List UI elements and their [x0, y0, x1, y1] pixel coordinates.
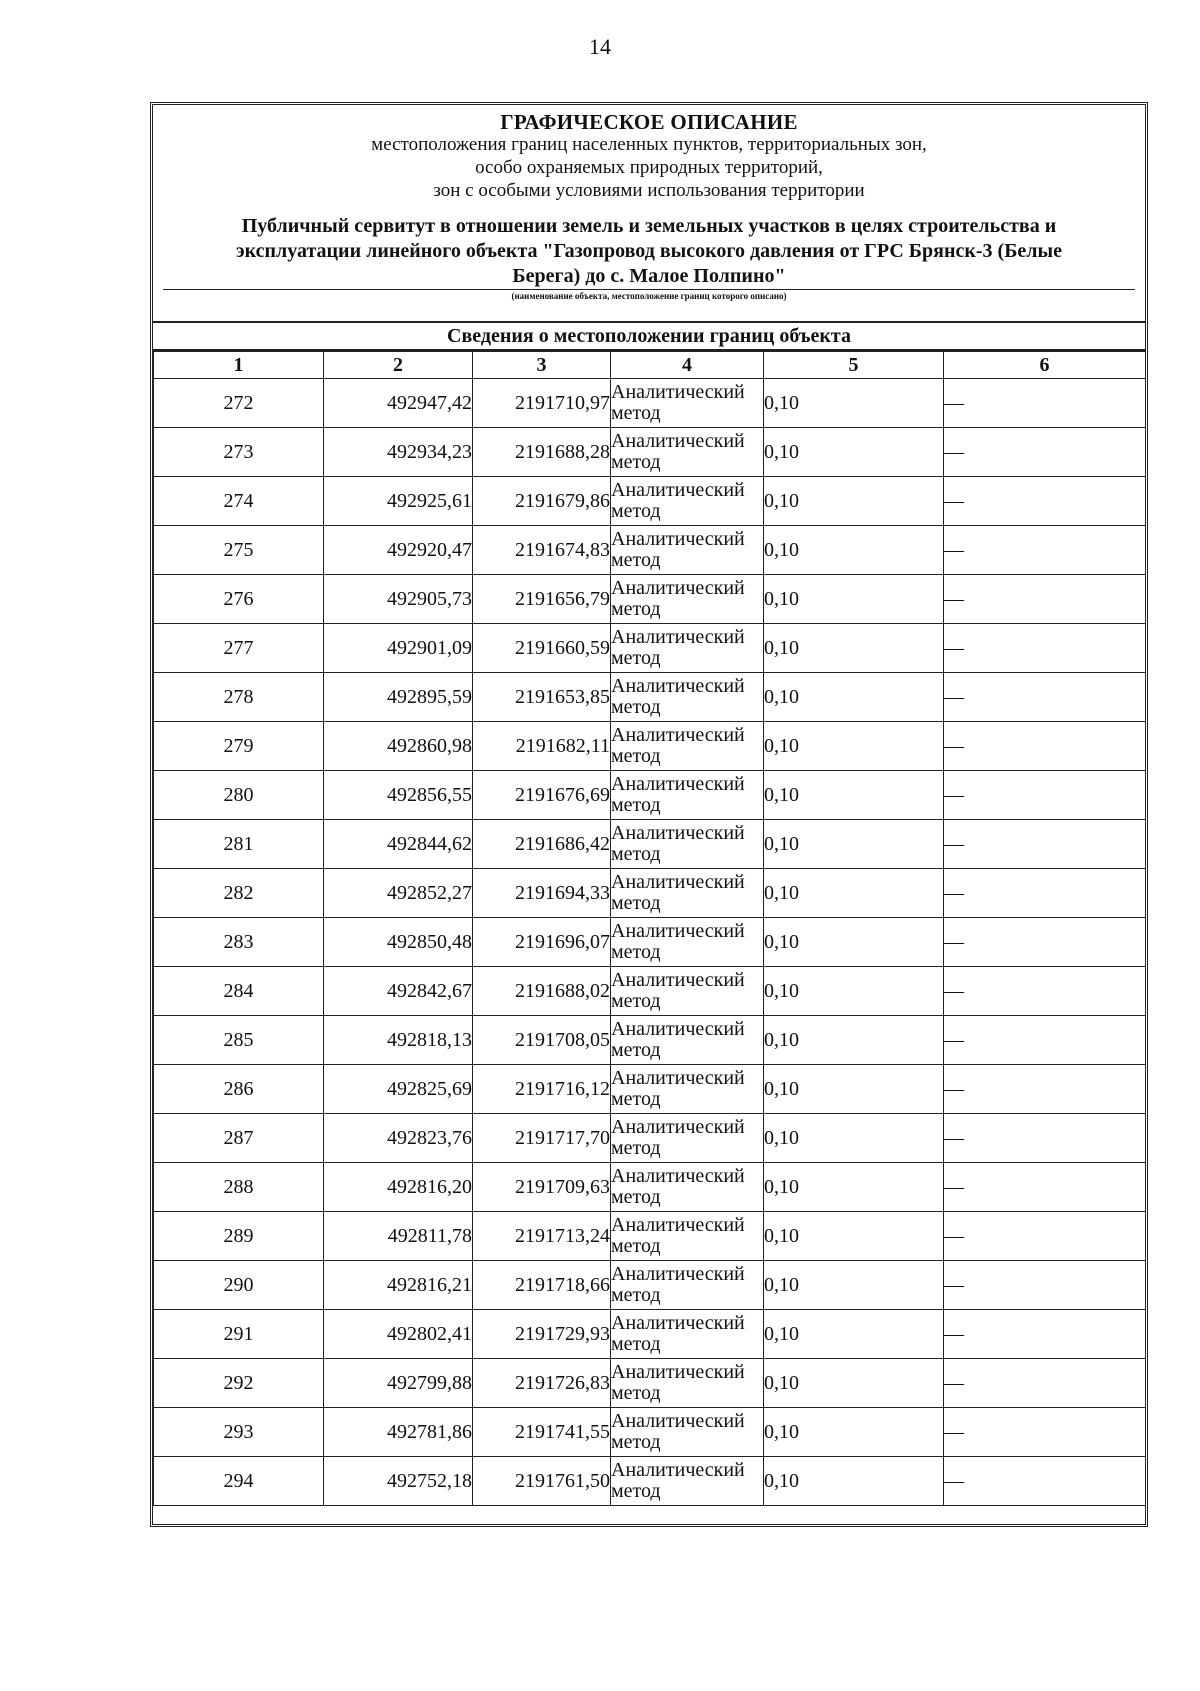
precision-cell: 0,10	[764, 1114, 944, 1163]
precision-cell: 0,10	[764, 575, 944, 624]
method-cell: Аналитический метод	[611, 428, 764, 477]
y-coordinate-cell: 2191688,28	[473, 428, 611, 477]
x-coordinate-cell: 492816,21	[324, 1261, 473, 1310]
method-cell: Аналитический метод	[611, 1114, 764, 1163]
method-cell: Аналитический метод	[611, 869, 764, 918]
point-number-cell: 277	[154, 624, 324, 673]
column-header: 3	[473, 352, 611, 379]
description-cell: —	[944, 1016, 1146, 1065]
table-row	[154, 1114, 1146, 1163]
table-row	[154, 967, 1146, 1016]
y-coordinate-cell: 2191696,07	[473, 918, 611, 967]
precision-cell: 0,10	[764, 526, 944, 575]
column-header: 5	[764, 352, 944, 379]
table-row	[154, 1016, 1146, 1065]
point-number-cell: 287	[154, 1114, 324, 1163]
x-coordinate-cell: 492850,48	[324, 918, 473, 967]
precision-cell: 0,10	[764, 869, 944, 918]
x-coordinate-cell: 492842,67	[324, 967, 473, 1016]
precision-cell: 0,10	[764, 1310, 944, 1359]
description-cell: —	[944, 1457, 1146, 1506]
y-coordinate-cell: 2191761,50	[473, 1457, 611, 1506]
page-number: 14	[589, 34, 611, 59]
object-underline	[163, 289, 1135, 290]
method-cell: Аналитический метод	[611, 1261, 764, 1310]
point-number-cell: 289	[154, 1212, 324, 1261]
point-number-cell: 279	[154, 722, 324, 771]
description-cell: —	[944, 820, 1146, 869]
method-cell: Аналитический метод	[611, 1212, 764, 1261]
description-cell: —	[944, 967, 1146, 1016]
y-coordinate-cell: 2191660,59	[473, 624, 611, 673]
document-title: ГРАФИЧЕСКОЕ ОПИСАНИЕ	[500, 110, 798, 134]
object-name	[153, 214, 1145, 289]
x-coordinate-cell: 492844,62	[324, 820, 473, 869]
x-coordinate-cell: 492947,42	[324, 379, 473, 428]
object-name-line: Публичный сервитут в отношении земель и земельных участков в целях строительства и	[241, 215, 1057, 237]
precision-cell: 0,10	[764, 428, 944, 477]
description-cell: —	[944, 869, 1146, 918]
y-coordinate-cell: 2191653,85	[473, 673, 611, 722]
point-number-cell: 281	[154, 820, 324, 869]
point-number-cell: 276	[154, 575, 324, 624]
table-row	[154, 477, 1146, 526]
method-cell: Аналитический метод	[611, 575, 764, 624]
column-header: 4	[611, 352, 764, 379]
column-header: 2	[324, 352, 473, 379]
coordinates-table	[153, 351, 1146, 1506]
document-frame	[150, 102, 1148, 1527]
table-row	[154, 1457, 1146, 1506]
y-coordinate-cell: 2191694,33	[473, 869, 611, 918]
description-cell: —	[944, 624, 1146, 673]
description-cell: —	[944, 722, 1146, 771]
table-row	[154, 1408, 1146, 1457]
subtitle-line: особо охраняемых природных территорий,	[475, 157, 823, 178]
point-number-cell: 278	[154, 673, 324, 722]
precision-cell: 0,10	[764, 624, 944, 673]
table-row	[154, 771, 1146, 820]
description-cell: —	[944, 526, 1146, 575]
method-cell: Аналитический метод	[611, 1163, 764, 1212]
section-title: Сведения о местоположении границ объекта	[153, 323, 1145, 351]
x-coordinate-cell: 492852,27	[324, 869, 473, 918]
point-number-cell: 274	[154, 477, 324, 526]
description-cell: —	[944, 673, 1146, 722]
x-coordinate-cell: 492818,13	[324, 1016, 473, 1065]
point-number-cell: 285	[154, 1016, 324, 1065]
x-coordinate-cell: 492799,88	[324, 1359, 473, 1408]
method-cell: Аналитический метод	[611, 1359, 764, 1408]
method-cell: Аналитический метод	[611, 673, 764, 722]
description-cell: —	[944, 771, 1146, 820]
method-cell: Аналитический метод	[611, 477, 764, 526]
description-cell: —	[944, 1163, 1146, 1212]
method-cell: Аналитический метод	[611, 526, 764, 575]
precision-cell: 0,10	[764, 722, 944, 771]
method-cell: Аналитический метод	[611, 624, 764, 673]
precision-cell: 0,10	[764, 477, 944, 526]
description-cell: —	[944, 379, 1146, 428]
description-cell: —	[944, 1212, 1146, 1261]
x-coordinate-cell: 492825,69	[324, 1065, 473, 1114]
x-coordinate-cell: 492781,86	[324, 1408, 473, 1457]
document-header	[153, 105, 1145, 323]
x-coordinate-cell: 492905,73	[324, 575, 473, 624]
y-coordinate-cell: 2191679,86	[473, 477, 611, 526]
x-coordinate-cell: 492802,41	[324, 1310, 473, 1359]
precision-cell: 0,10	[764, 771, 944, 820]
y-coordinate-cell: 2191674,83	[473, 526, 611, 575]
y-coordinate-cell: 2191741,55	[473, 1408, 611, 1457]
table-row	[154, 869, 1146, 918]
y-coordinate-cell: 2191708,05	[473, 1016, 611, 1065]
x-coordinate-cell: 492860,98	[324, 722, 473, 771]
precision-cell: 0,10	[764, 1016, 944, 1065]
description-cell: —	[944, 1359, 1146, 1408]
y-coordinate-cell: 2191713,24	[473, 1212, 611, 1261]
object-name-line: эксплуатации линейного объекта "Газопровод высокого давления от ГРС Брянск-3 (Белые	[235, 240, 1063, 262]
y-coordinate-cell: 2191688,02	[473, 967, 611, 1016]
method-cell: Аналитический метод	[611, 918, 764, 967]
method-cell: Аналитический метод	[611, 1310, 764, 1359]
table-row	[154, 526, 1146, 575]
x-coordinate-cell: 492920,47	[324, 526, 473, 575]
description-cell: —	[944, 575, 1146, 624]
table-body	[154, 379, 1146, 1506]
y-coordinate-cell: 2191718,66	[473, 1261, 611, 1310]
description-cell: —	[944, 477, 1146, 526]
precision-cell: 0,10	[764, 1408, 944, 1457]
column-header: 6	[944, 352, 1146, 379]
description-cell: —	[944, 1408, 1146, 1457]
column-header: 1	[154, 352, 324, 379]
point-number-cell: 290	[154, 1261, 324, 1310]
precision-cell: 0,10	[764, 820, 944, 869]
x-coordinate-cell: 492925,61	[324, 477, 473, 526]
method-cell: Аналитический метод	[611, 1016, 764, 1065]
x-coordinate-cell: 492934,23	[324, 428, 473, 477]
precision-cell: 0,10	[764, 1457, 944, 1506]
x-coordinate-cell: 492816,20	[324, 1163, 473, 1212]
point-number-cell: 294	[154, 1457, 324, 1506]
object-note: (наименование объекта, местоположение границ которого описано)	[511, 291, 787, 301]
y-coordinate-cell: 2191729,93	[473, 1310, 611, 1359]
precision-cell: 0,10	[764, 918, 944, 967]
table-row	[154, 820, 1146, 869]
point-number-cell: 291	[154, 1310, 324, 1359]
x-coordinate-cell: 492856,55	[324, 771, 473, 820]
precision-cell: 0,10	[764, 1212, 944, 1261]
point-number-cell: 292	[154, 1359, 324, 1408]
method-cell: Аналитический метод	[611, 722, 764, 771]
object-name-line: Берега) до с. Малое Полпино"	[512, 265, 786, 287]
method-cell: Аналитический метод	[611, 820, 764, 869]
table-row	[154, 1212, 1146, 1261]
subtitle-line: зон с особыми условиями использования территории	[433, 180, 865, 201]
method-cell: Аналитический метод	[611, 379, 764, 428]
y-coordinate-cell: 2191716,12	[473, 1065, 611, 1114]
method-cell: Аналитический метод	[611, 967, 764, 1016]
table-row	[154, 1359, 1146, 1408]
table-row	[154, 379, 1146, 428]
precision-cell: 0,10	[764, 1163, 944, 1212]
table-header-row	[154, 352, 1146, 379]
point-number-cell: 284	[154, 967, 324, 1016]
y-coordinate-cell: 2191656,79	[473, 575, 611, 624]
method-cell: Аналитический метод	[611, 771, 764, 820]
y-coordinate-cell: 2191709,63	[473, 1163, 611, 1212]
table-row	[154, 575, 1146, 624]
description-cell: —	[944, 428, 1146, 477]
method-cell: Аналитический метод	[611, 1065, 764, 1114]
description-cell: —	[944, 1114, 1146, 1163]
y-coordinate-cell: 2191686,42	[473, 820, 611, 869]
description-cell: —	[944, 1310, 1146, 1359]
point-number-cell: 288	[154, 1163, 324, 1212]
x-coordinate-cell: 492752,18	[324, 1457, 473, 1506]
table-row	[154, 673, 1146, 722]
description-cell: —	[944, 918, 1146, 967]
point-number-cell: 272	[154, 379, 324, 428]
subtitle-line: местоположения границ населенных пунктов, территориальных зон,	[371, 134, 927, 155]
x-coordinate-cell: 492811,78	[324, 1212, 473, 1261]
table-row	[154, 1163, 1146, 1212]
y-coordinate-cell: 2191676,69	[473, 771, 611, 820]
precision-cell: 0,10	[764, 673, 944, 722]
point-number-cell: 286	[154, 1065, 324, 1114]
precision-cell: 0,10	[764, 1065, 944, 1114]
precision-cell: 0,10	[764, 1261, 944, 1310]
point-number-cell: 283	[154, 918, 324, 967]
description-cell: —	[944, 1261, 1146, 1310]
table-row	[154, 1261, 1146, 1310]
table-row	[154, 428, 1146, 477]
point-number-cell: 275	[154, 526, 324, 575]
point-number-cell: 293	[154, 1408, 324, 1457]
point-number-cell: 273	[154, 428, 324, 477]
point-number-cell: 282	[154, 869, 324, 918]
y-coordinate-cell: 2191726,83	[473, 1359, 611, 1408]
method-cell: Аналитический метод	[611, 1457, 764, 1506]
description-cell: —	[944, 1065, 1146, 1114]
y-coordinate-cell: 2191682,11	[473, 722, 611, 771]
y-coordinate-cell: 2191717,70	[473, 1114, 611, 1163]
x-coordinate-cell: 492901,09	[324, 624, 473, 673]
y-coordinate-cell: 2191710,97	[473, 379, 611, 428]
precision-cell: 0,10	[764, 967, 944, 1016]
table-row	[154, 1310, 1146, 1359]
method-cell: Аналитический метод	[611, 1408, 764, 1457]
precision-cell: 0,10	[764, 1359, 944, 1408]
x-coordinate-cell: 492895,59	[324, 673, 473, 722]
precision-cell: 0,10	[764, 379, 944, 428]
point-number-cell: 280	[154, 771, 324, 820]
table-row	[154, 1065, 1146, 1114]
table-row	[154, 918, 1146, 967]
x-coordinate-cell: 492823,76	[324, 1114, 473, 1163]
table-row	[154, 624, 1146, 673]
table-row	[154, 722, 1146, 771]
